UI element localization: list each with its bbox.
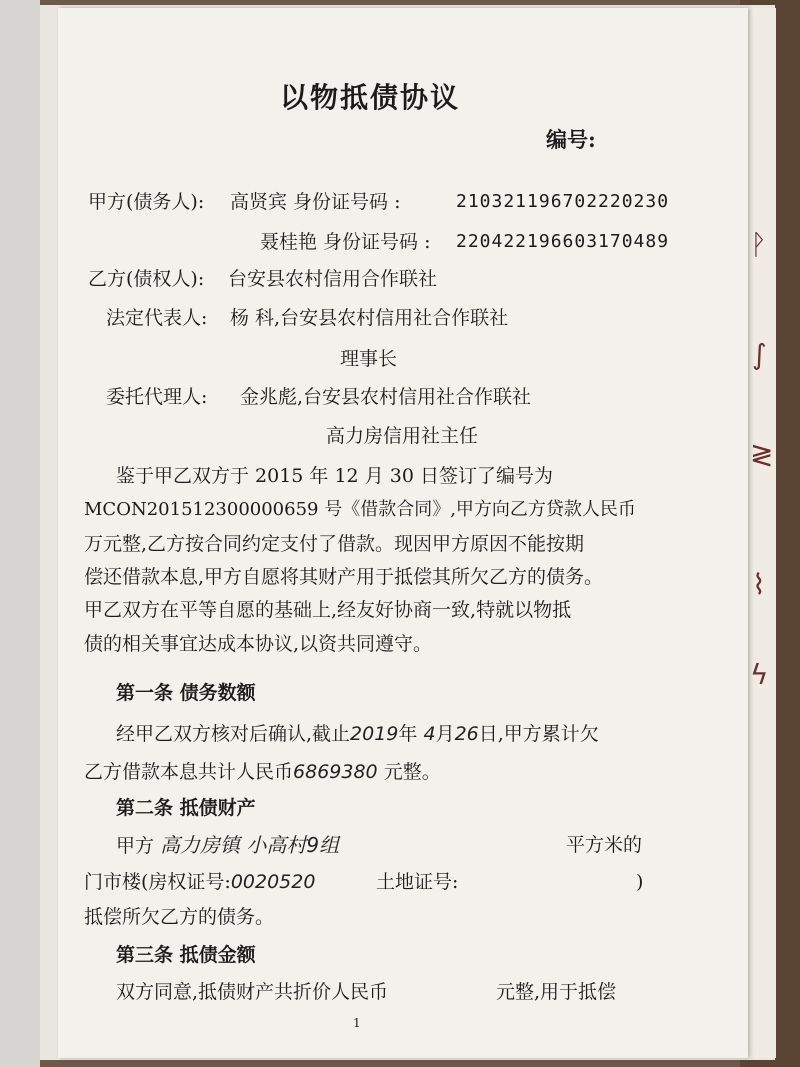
handwritten-property-cert: 0020520 [230,871,316,893]
article2-text: 门市楼(房权证号: [84,871,231,893]
article1-text: 日,甲方累计欠 [478,723,599,745]
agent-value: 金兆彪,台安县农村信用社合作联社 [240,386,532,408]
page-number: 1 [353,1016,361,1030]
article2-line3: 抵偿所欠乙方的债务。 [84,906,275,928]
side-signature-mark: ⌇ [752,568,766,601]
handwritten-year: 2019 [350,723,399,745]
article1-line1 [116,722,599,746]
article1-text: 元整。 [383,761,441,783]
article1-text: 年 [398,723,418,745]
number-label: 编号: [546,127,596,152]
preamble-line: MCON201512300000659 号《借款合同》,甲方向乙方贷款人民币 [84,499,636,520]
legal-rep-value: 杨 科,台安县农村信用社合作联社 [230,307,509,329]
side-signature-mark: ᚹ [750,228,767,261]
handwritten-month: 4 [423,723,436,745]
article1-text: 经甲乙双方核对后确认,截止 [116,723,351,745]
article2-line1 [116,833,339,858]
preamble-line: 万元整,乙方按合同约定支付了借款。现因甲方原因不能按期 [84,533,585,555]
article2-line2 [84,870,315,894]
article1-text: 月 [435,723,455,745]
party-a-person2-id: 220422196603170489 [456,231,670,252]
party-a-person1-id: 210321196702220230 [456,191,670,212]
article3-line1: 双方同意,抵债财产共折价人民币 [116,981,389,1003]
legal-rep-label: 法定代表人: [106,307,208,329]
article2-area-unit: 平方米的 [566,834,643,856]
article2-heading: 第二条 抵债财产 [116,797,256,819]
party-a-label: 甲方(债务人): [88,191,205,213]
preamble-line: 债的相关事宜达成本协议,以资共同遵守。 [84,633,433,655]
background-left [0,0,40,1067]
article2-text: 甲方 [116,835,155,857]
party-a-person1: 高贤宾 身份证号码 : [230,191,401,213]
article1-line2 [84,760,441,784]
article3-line1-end: 元整,用于抵偿 [496,981,617,1003]
article1-text: 乙方借款本息共计人民币 [84,761,294,783]
handwritten-location: 高力房镇 小高村9组 [160,833,340,857]
document-page [58,8,748,1058]
side-signature-mark: ϟ [750,658,769,691]
party-b-label: 乙方(债权人): [88,268,205,290]
side-signature-mark: ≷ [750,438,774,471]
preamble-line: 鉴于甲乙双方于 2015 年 12 月 30 日签订了编号为 [116,465,553,487]
preamble-line: 偿还借款本息,甲方自愿将其财产用于抵偿其所欠乙方的债务。 [84,566,604,588]
party-b-name: 台安县农村信用合作联社 [228,268,438,290]
handwritten-amount: 6869380 [293,761,378,783]
document-title: 以物抵债协议 [280,81,461,114]
party-a-person2: 聂桂艳 身份证号码 : [260,231,431,253]
agent-title: 高力房信用社主任 [326,425,479,447]
agent-label: 委托代理人: [106,386,208,408]
article3-heading: 第三条 抵债金额 [116,944,256,966]
side-page-strip [748,8,776,1058]
preamble-line: 甲乙双方在平等自愿的基础上,经友好协商一致,特就以物抵 [84,599,572,621]
land-cert-close: ) [636,871,644,893]
article1-heading: 第一条 债务数额 [116,682,256,704]
land-cert-label: 土地证号: [376,871,459,893]
side-signature-mark: ∫ [752,338,767,371]
handwritten-day: 26 [454,723,479,745]
legal-rep-title: 理事长 [340,348,398,370]
